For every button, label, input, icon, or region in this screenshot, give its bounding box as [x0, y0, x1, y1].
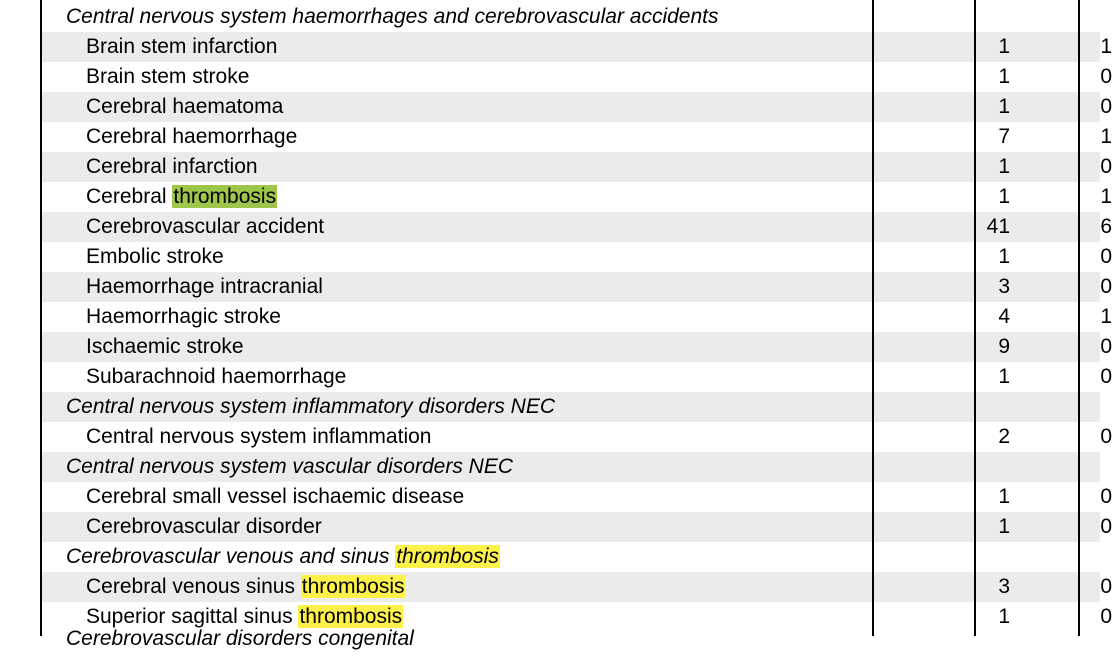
label-text: Brain stem infarction	[86, 35, 278, 58]
label-text: Cerebrovascular accident	[86, 215, 325, 238]
label-text: Cerebral infarction	[86, 155, 258, 178]
count-cell-2: 1	[1100, 185, 1112, 208]
table-row	[40, 212, 1112, 242]
category-label	[66, 542, 500, 572]
table-row	[40, 32, 1112, 62]
table-right-border	[1078, 0, 1080, 636]
table-row	[40, 62, 1112, 92]
column-divider-1	[872, 0, 874, 636]
label-text: Cerebrovascular venous and sinus	[66, 545, 396, 568]
count-cell-1: 1	[998, 515, 1010, 538]
table-row	[40, 332, 1112, 362]
count-cell-1: 9	[998, 335, 1010, 358]
highlighted-term: thrombosis	[299, 605, 403, 628]
category-row	[40, 452, 1100, 482]
highlighted-term: thrombosis	[396, 545, 499, 568]
table-row	[40, 422, 1112, 452]
label-text: Central nervous system inflammation	[86, 425, 432, 448]
count-cell-2: 0	[1100, 275, 1112, 298]
count-cell-2: 0	[1100, 155, 1112, 178]
category-row	[40, 2, 1100, 32]
table-row	[40, 302, 1112, 332]
label-text: Cerebral venous sinus	[86, 575, 301, 598]
table-row	[40, 122, 1112, 152]
table-row	[40, 362, 1112, 392]
count-cell-1: 1	[998, 365, 1010, 388]
table-row	[40, 272, 1112, 302]
term-label	[86, 32, 277, 62]
cut-off-label: Cerebrovascular disorders congenital	[66, 627, 414, 650]
label-text: Superior sagittal sinus	[86, 605, 299, 628]
label-text: Cerebral haematoma	[86, 95, 284, 118]
label-text: Cerebral small vessel ischaemic disease	[86, 485, 465, 508]
count-cell-2: 0	[1100, 485, 1112, 508]
table-row	[40, 512, 1112, 542]
count-cell-2: 0	[1100, 425, 1112, 448]
term-label	[86, 422, 431, 452]
count-cell-1: 1	[998, 155, 1010, 178]
cut-off-category-row	[66, 627, 414, 650]
term-label	[86, 212, 324, 242]
term-label	[86, 332, 244, 362]
count-cell-2: 0	[1100, 95, 1112, 118]
label-text: Haemorrhage intracranial	[86, 275, 323, 298]
label-text: Subarachnoid haemorrhage	[86, 365, 347, 388]
count-cell-2: 0	[1100, 515, 1112, 538]
count-cell-1: 2	[998, 425, 1010, 448]
label-text: Cerebrovascular disorder	[86, 515, 322, 538]
term-label	[86, 242, 224, 272]
count-cell-1: 1	[998, 95, 1010, 118]
table-row	[40, 242, 1112, 272]
table-row	[40, 482, 1112, 512]
highlighted-term: thrombosis	[301, 575, 405, 598]
label-text: Cerebral haemorrhage	[86, 125, 298, 148]
table-left-border	[40, 0, 42, 636]
count-cell-2: 0	[1100, 65, 1112, 88]
term-label	[86, 272, 323, 302]
count-cell-1: 41	[986, 215, 1010, 238]
label-text: Ischaemic stroke	[86, 335, 244, 358]
count-cell-2: 0	[1100, 605, 1112, 628]
count-cell-2: 6	[1100, 215, 1112, 238]
term-label	[86, 482, 464, 512]
table-row	[40, 572, 1112, 602]
category-label	[66, 452, 513, 482]
count-cell-2: 0	[1100, 245, 1112, 268]
label-text: Brain stem stroke	[86, 65, 250, 88]
term-label	[86, 302, 281, 332]
count-cell-1: 1	[998, 245, 1010, 268]
column-divider-2	[974, 0, 976, 636]
count-cell-2: 1	[1100, 305, 1112, 328]
count-cell-1: 3	[998, 275, 1010, 298]
label-text: Central nervous system haemorrhages and cerebrovascular accidents	[66, 5, 719, 28]
term-label	[86, 92, 283, 122]
term-label	[86, 512, 322, 542]
table-row	[40, 152, 1112, 182]
label-text: Cerebral	[86, 185, 173, 208]
count-cell-1: 1	[998, 35, 1010, 58]
label-text: Central nervous system vascular disorders NEC	[66, 455, 513, 478]
term-label	[86, 122, 297, 152]
table-row	[40, 182, 1112, 212]
term-label	[86, 182, 277, 212]
category-label	[66, 392, 555, 422]
category-row	[40, 392, 1100, 422]
term-label	[86, 572, 405, 602]
count-cell-1: 1	[998, 605, 1010, 628]
label-text: Embolic stroke	[86, 245, 224, 268]
count-cell-1: 1	[998, 185, 1010, 208]
count-cell-1: 3	[998, 575, 1010, 598]
highlighted-term: thrombosis	[173, 185, 277, 208]
label-text: Haemorrhagic stroke	[86, 305, 281, 328]
category-row	[40, 542, 1100, 572]
term-label	[86, 362, 346, 392]
count-cell-1: 7	[998, 125, 1010, 148]
term-label	[86, 152, 258, 182]
count-cell-2: 1	[1100, 35, 1112, 58]
count-cell-1: 4	[998, 305, 1010, 328]
label-text: Central nervous system inflammatory disorders NEC	[66, 395, 555, 418]
count-cell-1: 1	[998, 485, 1010, 508]
table-row	[40, 92, 1112, 122]
count-cell-2: 0	[1100, 335, 1112, 358]
count-cell-2: 0	[1100, 365, 1112, 388]
category-label	[66, 2, 719, 32]
term-label	[86, 62, 249, 92]
count-cell-1: 1	[998, 65, 1010, 88]
count-cell-2: 0	[1100, 575, 1112, 598]
count-cell-2: 1	[1100, 125, 1112, 148]
